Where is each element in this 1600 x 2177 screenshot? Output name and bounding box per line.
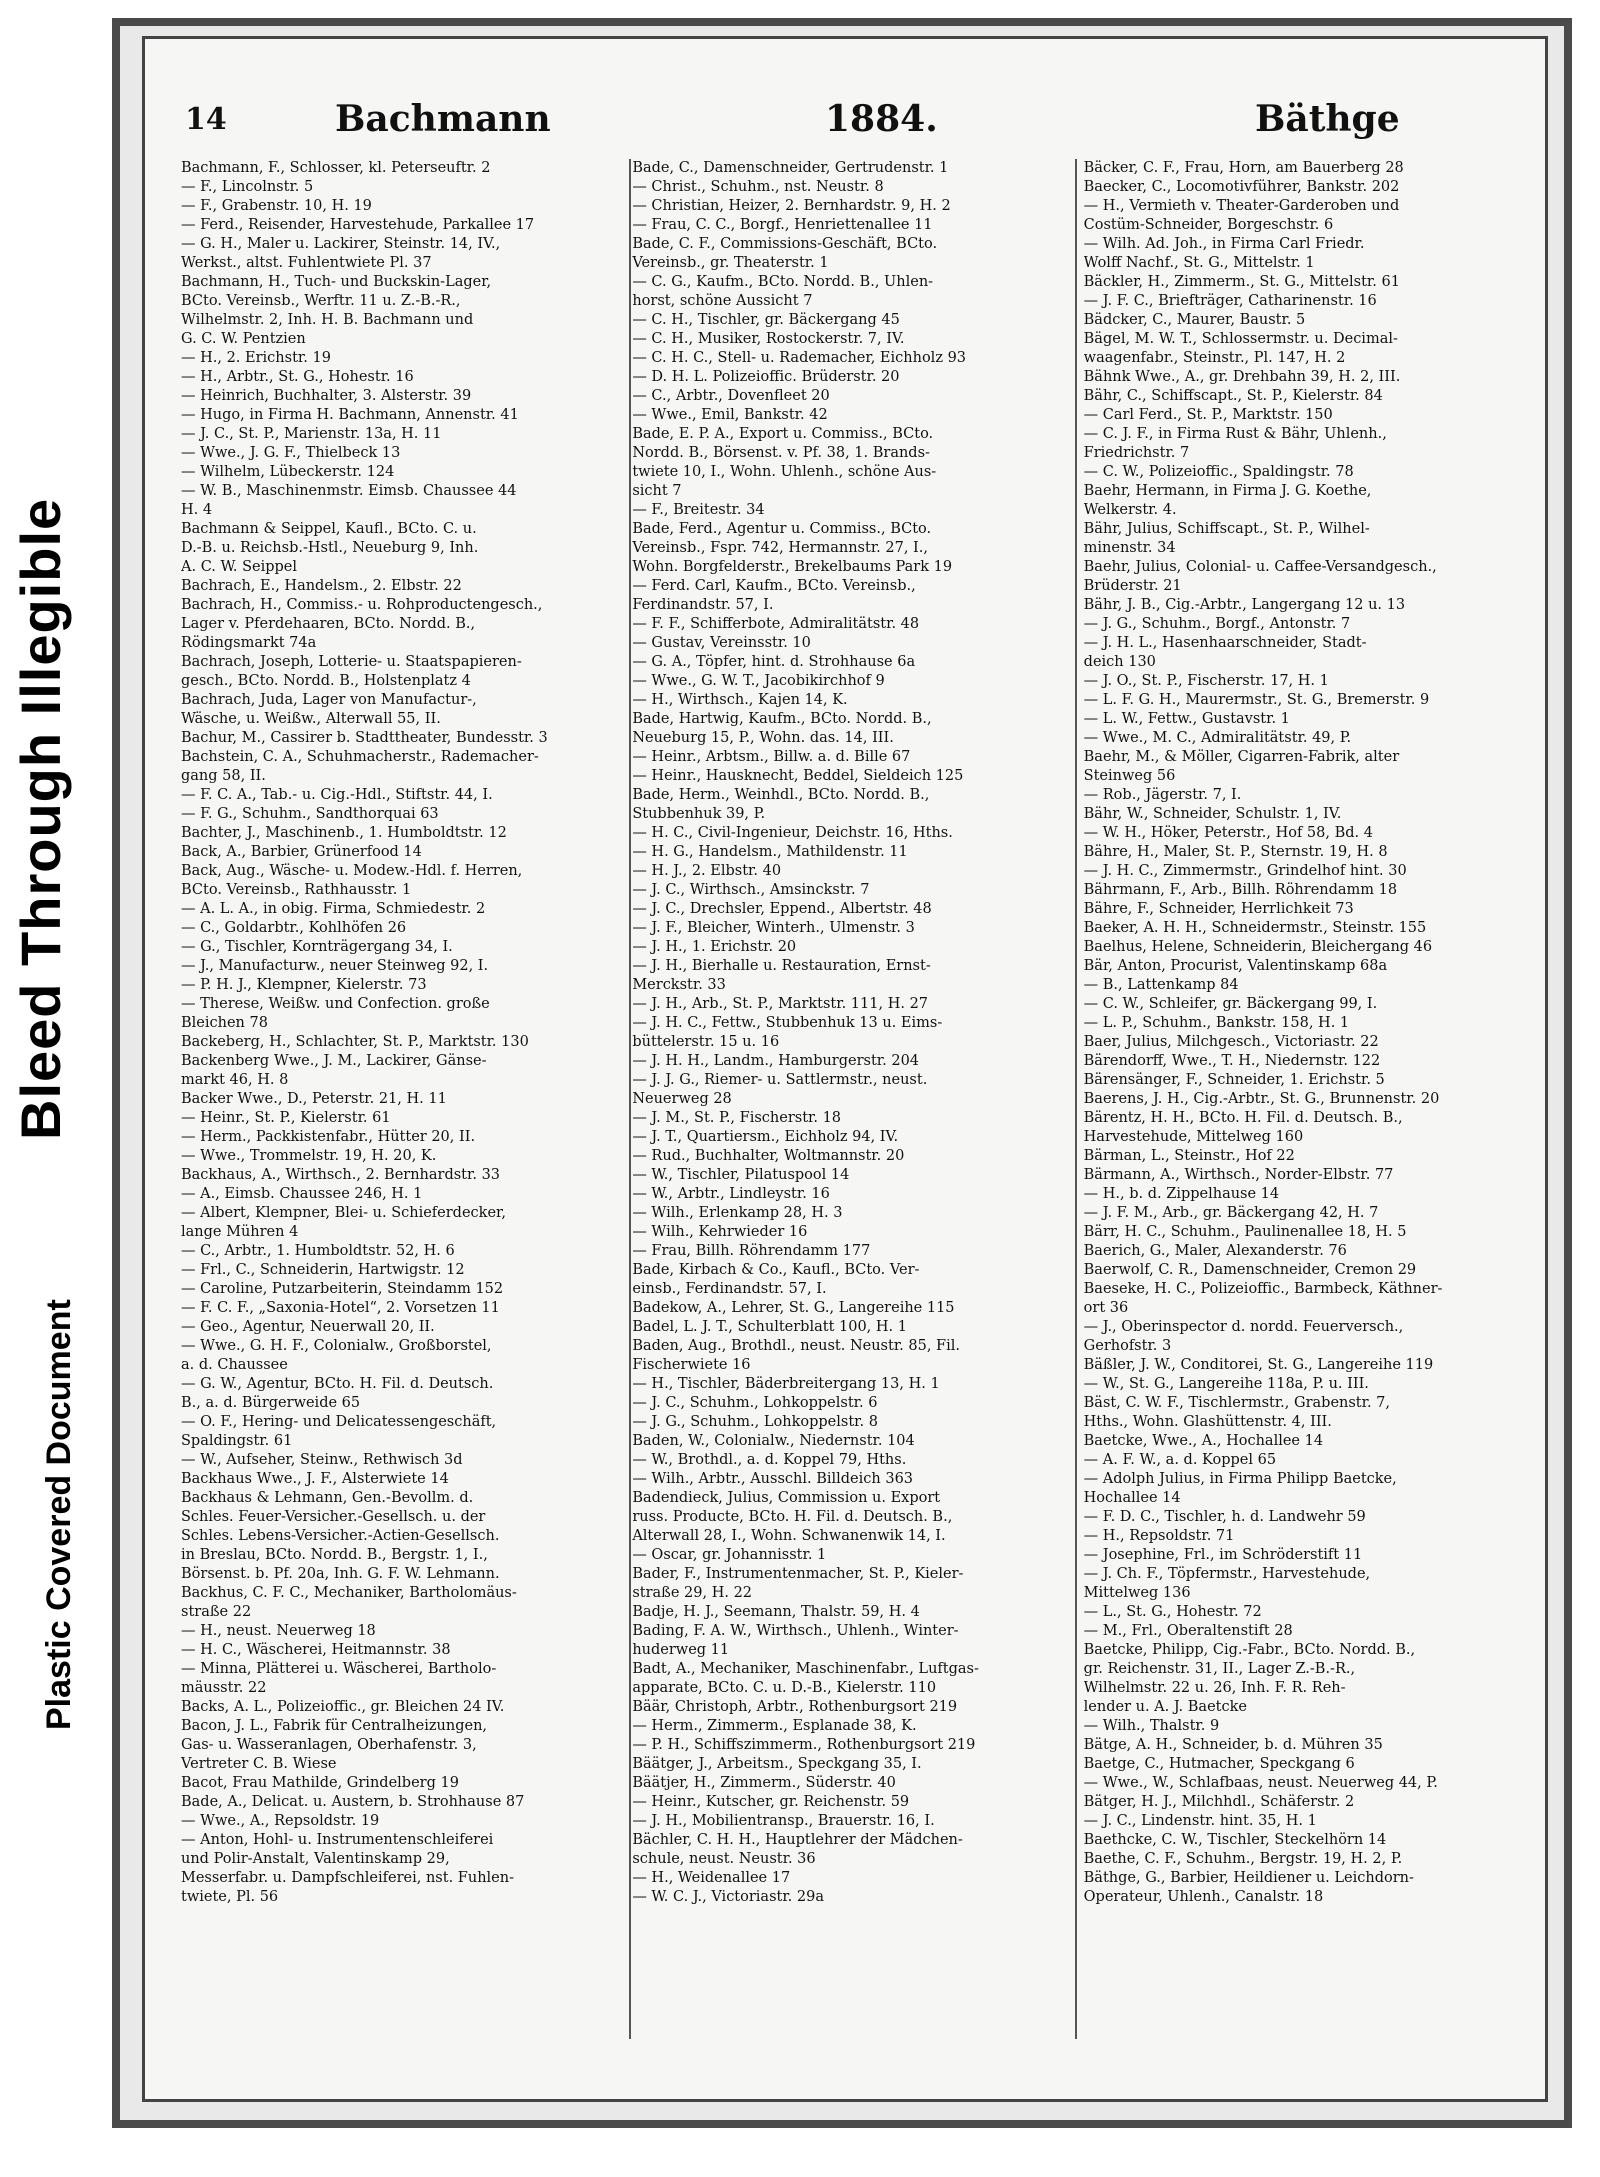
directory-entry: Baethcke, C. W., Tischler, Steckelhörn 14 [1083,1832,1387,1848]
directory-entry: — J. C., Wirthsch., Amsinckstr. 7 [632,882,870,898]
directory-entry: — H. C., Wäscherei, Heitmannstr. 38 [181,1642,451,1658]
directory-entry: — J., Manufacturw., neuer Steinweg 92, I. [181,958,489,974]
directory-entry: deich 130 [1083,654,1156,670]
directory-entry: Bachrach, Juda, Lager von Manufactur-, [181,692,477,708]
directory-entry: — J. G., Schuhm., Borgf., Antonstr. 7 [1083,616,1351,632]
directory-entry: — Wilh., Kehrwieder 16 [632,1224,808,1240]
directory-entry: Badendieck, Julius, Commission u. Export [632,1490,941,1506]
directory-entry: — G. H., Maler u. Lackirer, Steinstr. 14, IV., [181,236,501,252]
directory-entry: — Wwe., G. W. T., Jacobikirchhof 9 [632,673,885,689]
directory-entry: — W., St. G., Langereihe 118a, P. u. III. [1083,1376,1369,1392]
directory-entry: — J. Ch. F., Töpfermstr., Harvestehude, [1083,1566,1371,1582]
directory-entry: Backhaus & Lehmann, Gen.-Bevollm. d. [181,1490,474,1506]
directory-columns [181,159,1521,2059]
directory-entry: — Gustav, Vereinsstr. 10 [632,635,811,651]
directory-entry: — J. H., Bierhalle u. Restauration, Ernst- [632,958,931,974]
directory-entry: Baerich, G., Maler, Alexanderstr. 76 [1083,1243,1347,1259]
directory-entry: huderweg 11 [632,1642,730,1658]
directory-entry: Bägel, M. W. T., Schlossermstr. u. Decimal- [1083,331,1398,347]
directory-entry: — J. H., Arb., St. P., Marktstr. 111, H. 27 [632,996,929,1012]
directory-entry: — F. D. C., Tischler, h. d. Landwehr 59 [1083,1509,1366,1525]
directory-entry: Merckstr. 33 [632,977,726,993]
header-year: 1884. [825,98,938,140]
directory-entry: — H. J., 2. Elbstr. 40 [632,863,782,879]
directory-entry: — Hugo, in Firma H. Bachmann, Annenstr. 41 [181,407,519,423]
directory-entry: — Wwe., W., Schlafbaas, neust. Neuerweg 44, P. [1083,1775,1438,1791]
directory-entry: — H., neust. Neuerweg 18 [181,1623,376,1639]
directory-entry: D.-B. u. Reichsb.-Hstl., Neueburg 9, Inh. [181,540,479,556]
directory-entry: — J. F., Bleicher, Winterh., Ulmenstr. 3 [632,920,915,936]
directory-entry: Gerhofstr. 3 [1083,1338,1172,1354]
directory-entry: — Wwe., M. C., Admiralitätstr. 49, P. [1083,730,1352,746]
directory-entry: Bachter, J., Maschinenb., 1. Humboldtstr. 12 [181,825,507,841]
directory-entry: — H. G., Handelsm., Mathildenstr. 11 [632,844,908,860]
directory-entry: schule, neust. Neustr. 36 [632,1851,816,1867]
directory-entry: gesch., BCto. Nordd. B., Holstenplatz 4 [181,673,471,689]
directory-entry: — L. W., Fettw., Gustavstr. 1 [1083,711,1290,727]
directory-entry: — B., Lattenkamp 84 [1083,977,1239,993]
directory-entry: — H., Tischler, Bäderbreitergang 13, H. 1 [632,1376,940,1392]
directory-entry: Bärendorff, Wwe., T. H., Niedernstr. 122 [1083,1053,1381,1069]
directory-entry: Bäätger, J., Arbeitsm., Speckgang 35, I. [632,1756,922,1772]
directory-entry: Schles. Feuer-Versicher.-Gesellsch. u. der [181,1509,486,1525]
directory-entry: Fischerwiete 16 [632,1357,751,1373]
directory-entry: — J. J. G., Riemer- u. Sattlermstr., neust. [632,1072,928,1088]
directory-entry: Bähre, F., Schneider, Herrlichkeit 73 [1083,901,1354,917]
directory-entry: Bachstein, C. A., Schuhmacherstr., Rademacher- [181,749,539,765]
directory-entry: Rödingsmarkt 74a [181,635,317,651]
directory-entry: horst, schöne Aussicht 7 [632,293,813,309]
directory-entry: Bäßler, J. W., Conditorei, St. G., Langereihe 119 [1083,1357,1434,1373]
directory-entry: — Albert, Klempner, Blei- u. Schieferdecker, [181,1205,506,1221]
directory-entry: — Therese, Weißw. und Confection. große [181,996,490,1012]
directory-entry: — J. H., Mobilientransp., Brauerstr. 16, I. [632,1813,935,1829]
directory-entry: Brüderstr. 21 [1083,578,1182,594]
directory-entry: — W., Aufseher, Steinw., Rethwisch 3d [181,1452,463,1468]
directory-entry: Baehr, Julius, Colonial- u. Caffee-Versandgesch., [1083,559,1437,575]
directory-entry: Bähre, H., Maler, St. P., Sternstr. 19, H. 8 [1083,844,1388,860]
header-left-keyword: Bachmann [335,98,551,140]
directory-entry: — Herm., Zimmerm., Esplanade 38, K. [632,1718,917,1734]
directory-entry: Hochallee 14 [1083,1490,1181,1506]
directory-entry: Baelhus, Helene, Schneiderin, Bleichergang 46 [1083,939,1433,955]
directory-entry: — P. H., Schiffszimmerm., Rothenburgsort 219 [632,1737,976,1753]
directory-entry: Bähnk Wwe., A., gr. Drehbahn 39, H. 2, III. [1083,369,1401,385]
directory-entry: Schles. Lebens-Versicher.-Actien-Gesellsch. [181,1528,500,1544]
directory-entry: — H., Arbtr., St. G., Hohestr. 16 [181,369,414,385]
directory-entry: — Heinr., Kutscher, gr. Reichenstr. 59 [632,1794,910,1810]
directory-entry: Badje, H. J., Seemann, Thalstr. 59, H. 4 [632,1604,920,1620]
column-2 [632,159,1069,2059]
directory-entry: — H., Repsoldstr. 71 [1083,1528,1235,1544]
directory-entry: Bärmann, A., Wirthsch., Norder-Elbstr. 77 [1083,1167,1394,1183]
directory-entry: — G. W., Agentur, BCto. H. Fil. d. Deutsch. [181,1376,494,1392]
directory-entry: lender u. A. J. Baetcke [1083,1699,1247,1715]
directory-entry: — G. A., Töpfer, hint. d. Strohhause 6a [632,654,916,670]
directory-entry: Bähr, J. B., Cig.-Arbtr., Langergang 12 u. 13 [1083,597,1406,613]
directory-entry: Back, A., Barbier, Grünerfood 14 [181,844,422,860]
directory-entry: Baeker, A. H. H., Schneidermstr., Steinstr. 155 [1083,920,1427,936]
directory-entry: — W. H., Höker, Peterstr., Hof 58, Bd. 4 [1083,825,1373,841]
directory-entry: Börsenst. b. Pf. 20a, Inh. G. F. W. Lehmann. [181,1566,500,1582]
directory-entry: — Heinr., Arbtsm., Billw. a. d. Bille 67 [632,749,911,765]
directory-entry: — J. C., St. P., Marienstr. 13a, H. 11 [181,426,442,442]
column-1 [181,159,618,2059]
directory-entry: Bärr, H. C., Schuhm., Paulinenallee 18, H. 5 [1083,1224,1407,1240]
directory-entry: Baerens, J. H., Cig.-Arbtr., St. G., Brunnenstr. 20 [1083,1091,1440,1107]
directory-entry: Baetcke, Philipp, Cig.-Fabr., BCto. Nordd. B., [1083,1642,1416,1658]
directory-entry: Backeberg, H., Schlachter, St. P., Marktstr. 130 [181,1034,529,1050]
directory-entry: Wilhelmstr. 22 u. 26, Inh. F. R. Reh- [1083,1680,1346,1696]
directory-entry: — W., Tischler, Pilatuspool 14 [632,1167,850,1183]
directory-entry: — Herm., Packkistenfabr., Hütter 20, II. [181,1129,476,1145]
directory-entry: Badt, A., Mechaniker, Maschinenfabr., Luftgas- [632,1661,979,1677]
directory-entry: — Ferd., Reisender, Harvestehude, Parkallee 17 [181,217,535,233]
directory-entry: Bading, F. A. W., Wirthsch., Uhlenh., Winter- [632,1623,959,1639]
directory-entry: straße 29, H. 22 [632,1585,753,1601]
right-margin [1572,0,1600,2177]
directory-entry: Bade, Ferd., Agentur u. Commiss., BCto. [632,521,932,537]
directory-entry: — Anton, Hohl- u. Instrumentenschleiferei [181,1832,494,1848]
directory-entry: — J. H. C., Zimmermstr., Grindelhof hint. 30 [1083,863,1407,879]
directory-entry: Mittelweg 136 [1083,1585,1191,1601]
directory-entry: Vereinsb., Fspr. 742, Hermannstr. 27, I., [632,540,928,556]
directory-entry: — P. H. J., Klempner, Kielerstr. 73 [181,977,427,993]
directory-entry: Bährmann, F., Arb., Billh. Röhrendamm 18 [1083,882,1398,898]
directory-entry: — F. G., Schuhm., Sandthorquai 63 [181,806,439,822]
directory-entry: Backenberg Wwe., J. M., Lackirer, Gänse- [181,1053,487,1069]
directory-entry: — Geo., Agentur, Neuerwall 20, II. [181,1319,435,1335]
directory-entry: — H. C., Civil-Ingenieur, Deichstr. 16, Hths. [632,825,953,841]
directory-entry: — Wwe., Trommelstr. 19, H. 20, K. [181,1148,437,1164]
directory-entry: — Wilhelm, Lübeckerstr. 124 [181,464,395,480]
directory-entry: — Wilh., Thalstr. 9 [1083,1718,1220,1734]
directory-entry: — Oscar, gr. Johannisstr. 1 [632,1547,827,1563]
directory-entry: ort 36 [1083,1300,1129,1316]
directory-entry: Bärensänger, F., Schneider, 1. Erichstr. 5 [1083,1072,1385,1088]
directory-entry: — J. F. M., Arb., gr. Bäckergang 42, H. 7 [1083,1205,1379,1221]
directory-entry: — Rob., Jägerstr. 7, I. [1083,787,1242,803]
scanned-page [112,18,1572,2128]
directory-entry: — C., Arbtr., 1. Humboldtstr. 52, H. 6 [181,1243,455,1259]
directory-entry: — D. H. L. Polizeioffic. Brüderstr. 20 [632,369,900,385]
directory-entry: Bächler, C. H. H., Hauptlehrer der Mädchen- [632,1832,963,1848]
directory-entry: Badel, L. J. T., Schulterblatt 100, H. 1 [632,1319,907,1335]
directory-entry: — J. H. C., Fettw., Stubbenhuk 13 u. Eims- [632,1015,943,1031]
directory-entry: — Adolph Julius, in Firma Philipp Baetcke, [1083,1471,1397,1487]
directory-entry: Hths., Wohn. Glashüttenstr. 4, III. [1083,1414,1332,1430]
directory-entry: Backs, A. L., Polizeioffic., gr. Bleichen 24 IV. [181,1699,505,1715]
directory-entry: — Frau, Billh. Röhrendamm 177 [632,1243,871,1259]
directory-entry: Bade, A., Delicat. u. Austern, b. Strohhause 87 [181,1794,525,1810]
directory-entry: Bade, C. F., Commissions-Geschäft, BCto. [632,236,938,252]
directory-entry: Bade, Hartwig, Kaufm., BCto. Nordd. B., [632,711,932,727]
directory-entry: Bäcker, C. F., Frau, Horn, am Bauerberg 28 [1083,160,1404,176]
directory-entry: — W., Arbtr., Lindleystr. 16 [632,1186,830,1202]
directory-entry: Gas- u. Wasseranlagen, Oberhafenstr. 3, [181,1737,477,1753]
directory-entry: Friedrichstr. 7 [1083,445,1190,461]
directory-entry: Backhus, C. F. C., Mechaniker, Bartholomäus- [181,1585,517,1601]
directory-entry: in Breslau, BCto. Nordd. B., Bergstr. 1, I., [181,1547,488,1563]
bleed-through-label: Bleed Through Illegible [9,497,72,1140]
directory-entry: Backhaus, A., Wirthsch., 2. Bernhardstr. 33 [181,1167,501,1183]
directory-entry: Bachrach, H., Commiss.- u. Rohproductengesch., [181,597,543,613]
directory-entry: — H., Vermieth v. Theater-Garderoben und [1083,198,1400,214]
directory-entry: russ. Producte, BCto. H. Fil. d. Deutsch. B., [632,1509,953,1525]
directory-entry: Baetcke, Wwe., A., Hochallee 14 [1083,1433,1324,1449]
directory-entry: straße 22 [181,1604,252,1620]
directory-entry: — Christian, Heizer, 2. Bernhardstr. 9, H. 2 [632,198,951,214]
directory-entry: — Heinrich, Buchhalter, 3. Alsterstr. 39 [181,388,472,404]
directory-entry: — A., Eimsb. Chaussee 246, H. 1 [181,1186,423,1202]
directory-entry: — Josephine, Frl., im Schröderstift 11 [1083,1547,1363,1563]
directory-entry: Werkst., altst. Fuhlentwiete Pl. 37 [181,255,432,271]
directory-entry: Wilhelmstr. 2, Inh. H. B. Bachmann und [181,312,474,328]
directory-entry: — C. H., Musiker, Rostockerstr. 7, IV. [632,331,905,347]
directory-entry: Bacot, Frau Mathilde, Grindelberg 19 [181,1775,459,1791]
directory-entry: — F. C. F., „Saxonia-Hotel“, 2. Vorsetzen 11 [181,1300,500,1316]
directory-entry: A. C. W. Seippel [181,559,298,575]
directory-entry: — J. F. C., Briefträger, Catharinenstr. 16 [1083,293,1377,309]
directory-entry: — W. C. J., Victoriastr. 29a [632,1889,824,1905]
directory-entry: — F. C. A., Tab.- u. Cig.-Hdl., Stiftstr. 44, I. [181,787,493,803]
directory-entry: — Frau, C. C., Borgf., Henriettenallee 11 [632,217,933,233]
directory-entry: Bähr, Julius, Schiffscapt., St. P., Wilhel- [1083,521,1370,537]
directory-entry: waagenfabr., Steinstr., Pl. 147, H. 2 [1083,350,1346,366]
directory-entry: Bachmann, F., Schlosser, kl. Peterseuftr. 2 [181,160,491,176]
directory-entry: Alterwall 28, I., Wohn. Schwanenwik 14, I. [632,1528,946,1544]
directory-entry: Badekow, A., Lehrer, St. G., Langereihe 115 [632,1300,955,1316]
directory-entry: Neueburg 15, P., Wohn. das. 14, III. [632,730,894,746]
directory-entry: Baeseke, H. C., Polizeioffic., Barmbeck, Käthner- [1083,1281,1443,1297]
directory-entry: Baetge, C., Hutmacher, Speckgang 6 [1083,1756,1355,1772]
directory-entry: Bäthge, G., Barbier, Heildiener u. Leichdorn- [1083,1870,1414,1886]
directory-entry: Baerwolf, C. R., Damenschneider, Cremon 29 [1083,1262,1417,1278]
directory-entry: Spaldingstr. 61 [181,1433,293,1449]
directory-entry: twiete, Pl. 56 [181,1889,279,1905]
directory-entry: Operateur, Uhlenh., Canalstr. 18 [1083,1889,1324,1905]
directory-entry: Bäätjer, H., Zimmerm., Süderstr. 40 [632,1775,896,1791]
header-right-keyword: Bäthge [1255,98,1400,140]
directory-entry: — W., Brothdl., a. d. Koppel 79, Hths. [632,1452,907,1468]
directory-entry: Bähr, W., Schneider, Schulstr. 1, IV. [1083,806,1342,822]
directory-entry: Vereinsb., gr. Theaterstr. 1 [632,255,829,271]
directory-entry: Stubbenhuk 39, P. [632,806,766,822]
directory-entry: Neuerweg 28 [632,1091,732,1107]
directory-entry: Wäsche, u. Weißw., Alterwall 55, II. [181,711,441,727]
directory-entry: — C. W., Schleifer, gr. Bäckergang 99, I. [1083,996,1378,1012]
directory-entry: — J., Oberinspector d. nordd. Feuerversch., [1083,1319,1404,1335]
directory-entry: Nordd. B., Börsenst. v. Pf. 38, 1. Brands- [632,445,930,461]
directory-entry: — F., Breitestr. 34 [632,502,765,518]
directory-entry: — Wilh., Erlenkamp 28, H. 3 [632,1205,843,1221]
directory-entry: — C., Goldarbtr., Kohlhöfen 26 [181,920,407,936]
directory-entry: gang 58, II. [181,768,266,784]
directory-entry: Bädcker, C., Maurer, Baustr. 5 [1083,312,1306,328]
directory-entry: Bachrach, Joseph, Lotterie- u. Staatspapieren- [181,654,522,670]
directory-entry: BCto. Vereinsb., Werftr. 11 u. Z.-B.-R., [181,293,461,309]
directory-entry: — C., Arbtr., Dovenfleet 20 [632,388,830,404]
directory-entry: — Heinr., St. P., Kielerstr. 61 [181,1110,391,1126]
directory-entry: apparate, BCto. C. u. D.-B., Kielerstr. 110 [632,1680,937,1696]
directory-entry: Backer Wwe., D., Peterstr. 21, H. 11 [181,1091,447,1107]
directory-entry: — Carl Ferd., St. P., Marktstr. 150 [1083,407,1333,423]
directory-entry: twiete 10, I., Wohn. Uhlenh., schöne Aus- [632,464,937,480]
directory-entry: — A. F. W., a. d. Koppel 65 [1083,1452,1277,1468]
directory-entry: — Wwe., J. G. F., Thielbeck 13 [181,445,401,461]
directory-entry: — Wwe., Emil, Bankstr. 42 [632,407,828,423]
directory-entry: — J. H., 1. Erichstr. 20 [632,939,797,955]
directory-entry: sicht 7 [632,483,682,499]
directory-entry: — F. F., Schifferbote, Admiralitätstr. 48 [632,616,920,632]
directory-entry: — Rud., Buchhalter, Woltmannstr. 20 [632,1148,905,1164]
directory-entry: Bachrach, E., Handelsm., 2. Elbstr. 22 [181,578,462,594]
directory-entry: — C. J. F., in Firma Rust & Bähr, Uhlenh., [1083,426,1387,442]
directory-entry: — Caroline, Putzarbeiterin, Steindamm 152 [181,1281,504,1297]
directory-entry: büttelerstr. 15 u. 16 [632,1034,780,1050]
directory-entry: Bähr, C., Schiffscapt., St. P., Kielerstr. 84 [1083,388,1383,404]
directory-entry: Bade, C., Damenschneider, Gertrudenstr. 1 [632,160,949,176]
directory-entry: H. 4 [181,502,213,518]
directory-entry: Welkerstr. 4. [1083,502,1177,518]
directory-entry: Baethe, C. F., Schuhm., Bergstr. 19, H. 2, P. [1083,1851,1403,1867]
page-header [145,94,1545,154]
directory-entry: — C. W., Polizeioffic., Spaldingstr. 78 [1083,464,1354,480]
directory-entry: und Polir-Anstalt, Valentinskamp 29, [181,1851,450,1867]
directory-entry: Messerfabr. u. Dampfschleiferei, nst. Fuhlen- [181,1870,514,1886]
directory-entry: Costüm-Schneider, Borgeschstr. 6 [1083,217,1334,233]
directory-entry: Bätge, A. H., Schneider, b. d. Mühren 35 [1083,1737,1383,1753]
directory-entry: minenstr. 34 [1083,540,1176,556]
directory-entry: Bacon, J. L., Fabrik für Centralheizungen, [181,1718,488,1734]
directory-entry: Wohn. Borgfelderstr., Brekelbaums Park 19 [632,559,953,575]
directory-entry: Baehr, M., & Möller, Cigarren-Fabrik, alter [1083,749,1400,765]
directory-entry: Harvestehude, Mittelweg 160 [1083,1129,1304,1145]
directory-entry: Bärman, L., Steinstr., Hof 22 [1083,1148,1295,1164]
directory-entry: Bachur, M., Cassirer b. Stadttheater, Bundesstr. 3 [181,730,548,746]
directory-entry: — L. F. G. H., Maurermstr., St. G., Bremerstr. 9 [1083,692,1430,708]
directory-entry: — Minna, Plätterei u. Wäscherei, Bartholo- [181,1661,497,1677]
directory-entry: Bäär, Christoph, Arbtr., Rothenburgsort 219 [632,1699,958,1715]
directory-entry: — C. G., Kaufm., BCto. Nordd. B., Uhlen- [632,274,934,290]
directory-entry: — J. H. H., Landm., Hamburgerstr. 204 [632,1053,920,1069]
directory-entry: — Wilh. Ad. Joh., in Firma Carl Friedr. [1083,236,1365,252]
directory-entry: gr. Reichenstr. 31, II., Lager Z.-B.-R., [1083,1661,1356,1677]
directory-entry: — W. B., Maschinenmstr. Eimsb. Chaussee 44 [181,483,517,499]
directory-entry: Baden, Aug., Brothdl., neust. Neustr. 85, Fil. [632,1338,960,1354]
directory-entry: — H., Weidenallee 17 [632,1870,791,1886]
directory-entry: — H., b. d. Zippelhause 14 [1083,1186,1280,1202]
directory-entry: — J. C., Lindenstr. hint. 35, H. 1 [1083,1813,1317,1829]
directory-entry: Bätger, H. J., Milchhdl., Schäferstr. 2 [1083,1794,1355,1810]
directory-entry: — Wwe., A., Repsoldstr. 19 [181,1813,380,1829]
directory-entry: — Ferd. Carl, Kaufm., BCto. Vereinsb., [632,578,916,594]
directory-entry: Bade, E. P. A., Export u. Commiss., BCto. [632,426,934,442]
directory-entry: Bärentz, H. H., BCto. H. Fil. d. Deutsch. B., [1083,1110,1403,1126]
directory-entry: Bäckler, H., Zimmerm., St. G., Mittelstr. 61 [1083,274,1400,290]
directory-entry: — M., Frl., Oberaltenstift 28 [1083,1623,1293,1639]
directory-entry: — C. H. C., Stell- u. Rademacher, Eichholz 93 [632,350,967,366]
page-inner [142,36,1548,2102]
directory-entry: — A. L. A., in obig. Firma, Schmiedestr. 2 [181,901,486,917]
directory-entry: Bade, Herm., Weinhdl., BCto. Nordd. B., [632,787,930,803]
directory-entry: — Heinr., Hausknecht, Beddel, Sieldeich 125 [632,768,964,784]
directory-entry: — L. P., Schuhm., Bankstr. 158, H. 1 [1083,1015,1350,1031]
directory-entry: — H., 2. Erichstr. 19 [181,350,331,366]
directory-entry: — J. C., Schuhm., Lohkoppelstr. 6 [632,1395,878,1411]
directory-entry: einsb., Ferdinandstr. 57, I. [632,1281,827,1297]
directory-entry: Back, Aug., Wäsche- u. Modew.-Hdl. f. Herren, [181,863,523,879]
directory-entry: Baer, Julius, Milchgesch., Victoriastr. 22 [1083,1034,1379,1050]
directory-entry: Backhaus Wwe., J. F., Alsterwiete 14 [181,1471,449,1487]
directory-entry: Bachmann & Seippel, Kaufl., BCto. C. u. [181,521,477,537]
directory-entry: — J. C., Drechsler, Eppend., Albertstr. 48 [632,901,932,917]
side-margin [0,0,110,2177]
directory-entry: Baecker, C., Locomotivführer, Bankstr. 202 [1083,179,1400,195]
directory-entry: Wolff Nachf., St. G., Mittelstr. 1 [1083,255,1315,271]
directory-entry: — J. T., Quartiersm., Eichholz 94, IV. [632,1129,899,1145]
directory-entry: mäusstr. 22 [181,1680,267,1696]
directory-entry: lange Mühren 4 [181,1224,299,1240]
directory-entry: Bär, Anton, Procurist, Valentinskamp 68a [1083,958,1388,974]
directory-entry: — Frl., C., Schneiderin, Hartwigstr. 12 [181,1262,465,1278]
directory-entry: — J. O., St. P., Fischerstr. 17, H. 1 [1083,673,1329,689]
directory-entry: — L., St. G., Hohestr. 72 [1083,1604,1262,1620]
directory-entry: — F., Lincolnstr. 5 [181,179,314,195]
page-number: 14 [185,102,227,137]
directory-entry: — H., Wirthsch., Kajen 14, K. [632,692,848,708]
directory-entry: — J. H. L., Hasenhaarschneider, Stadt- [1083,635,1367,651]
column-3 [1084,159,1521,2059]
directory-entry: BCto. Vereinsb., Rathhausstr. 1 [181,882,412,898]
directory-entry: — Wilh., Arbtr., Ausschl. Billdeich 363 [632,1471,914,1487]
plastic-covered-label: Plastic Covered Document [40,1299,78,1730]
directory-entry: Ferdinandstr. 57, I. [632,597,774,613]
directory-entry: — J. M., St. P., Fischerstr. 18 [632,1110,842,1126]
directory-entry: — O. F., Hering- und Delicatessengeschäft, [181,1414,497,1430]
directory-entry: Bleichen 78 [181,1015,268,1031]
directory-entry: Bachmann, H., Tuch- und Buckskin-Lager, [181,274,492,290]
directory-entry: G. C. W. Pentzien [181,331,306,347]
directory-entry: — Wwe., G. H. F., Colonialw., Großborstel, [181,1338,492,1354]
directory-entry: — G., Tischler, Kornträgergang 34, I. [181,939,453,955]
directory-entry: Vertreter C. B. Wiese [181,1756,337,1772]
directory-entry: — F., Grabenstr. 10, H. 19 [181,198,372,214]
directory-entry: Steinweg 56 [1083,768,1176,784]
directory-entry: Baehr, Hermann, in Firma J. G. Koethe, [1083,483,1372,499]
directory-entry: Bäst, C. W. F., Tischlermstr., Grabenstr. 7, [1083,1395,1391,1411]
directory-entry: B., a. d. Bürgerweide 65 [181,1395,361,1411]
directory-entry: Lager v. Pferdehaaren, BCto. Nordd. B., [181,616,476,632]
directory-entry: Bade, Kirbach & Co., Kaufl., BCto. Ver- [632,1262,920,1278]
directory-entry: a. d. Chaussee [181,1357,288,1373]
directory-entry: Bader, F., Instrumentenmacher, St. P., Kieler- [632,1566,964,1582]
directory-entry: markt 46, H. 8 [181,1072,289,1088]
directory-entry: — C. H., Tischler, gr. Bäckergang 45 [632,312,900,328]
directory-entry: — Christ., Schuhm., nst. Neustr. 8 [632,179,884,195]
directory-entry: — J. G., Schuhm., Lohkoppelstr. 8 [632,1414,878,1430]
directory-entry: Baden, W., Colonialw., Niedernstr. 104 [632,1433,915,1449]
